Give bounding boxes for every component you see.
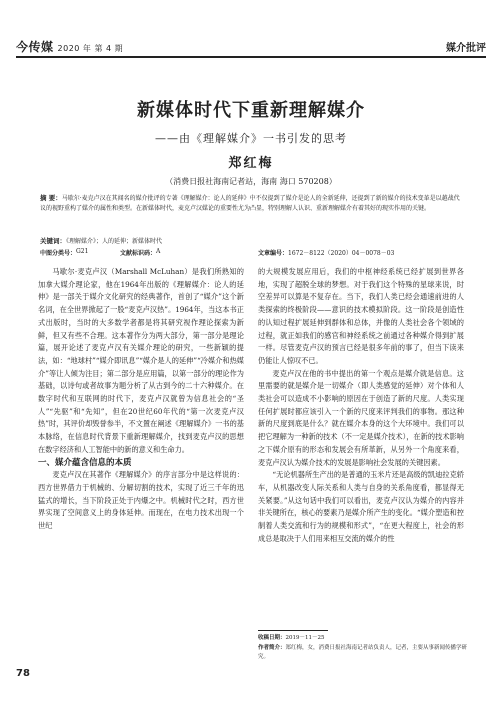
abstract [40,194,462,213]
issue-label: 2020 年 第 4 期 [57,44,124,53]
article-subtitle: ——由《理解媒介》一书引发的思考 [155,132,347,145]
keywords-label: 关键词： [40,237,66,245]
running-header [16,38,486,58]
paragraph: “无论机器所生产出的是普通的玉米片还是高级的凯迪拉克轿车，从机器改变人际关系和人类与自身的关系角度看，都显得无关紧要。”从这句话中我们可以看出，麦克卢汉认为媒介的内容并非关键所在，核心的要素乃是媒介所产生的变化。“媒介塑造和控制着人类交流和行为的规模和形式”，“在更大程度上，社会的形成总是取决于人们用来相互交流的媒介的性 [258,470,464,543]
article-meta [40,248,462,258]
section-label: 媒介批评 [446,43,486,54]
author-affiliation: （消费日报社海南记者站，海南 海口 570208） [165,177,337,186]
abstract-label: 摘 要： [40,194,62,202]
keywords-text: 《理解媒介》；人的延伸；新媒体时代 [66,238,163,245]
clc-code: 中图分类号： G21 [40,248,89,257]
abstract-text: 马歇尔·麦克卢汉在其闻名的媒介批评的专著《理解媒介：论人的延伸》中不仅提到了媒介是论人的全新延伸，还提到了新的媒介的技术变革是以越战代议的视野重构了媒介的属性和类型。在新媒体时代，麦克卢汉媒论的重要性尤为凸显，特别理解人认识、重新理解媒介有着其好的现实作用的关键。 [40,195,460,212]
footnote-rule [258,630,328,631]
paragraph: 麦克卢汉在他的书中提出的第一个观点是媒介就是信息。这里需要的就是媒介是一切媒介（即人类感觉的延伸）对个体和人类社会可以造成不小影响的原因在于创造了新的尺度。人类实现任何扩展时都应该引入一个新的尺度来评判我们的事物。那这种新的尺度到底是什么？就在媒介本身的这个大环境中。我们可以把它理解为一种新的技术（不一定是媒介技术），在新的技术影响之下媒介原有的形态和发展会有所革新，从另外一个角度来看，麦克卢汉认为媒介技术的发展是影响社会发展的关键因素。 [258,368,464,467]
section-heading: 一、媒介蕴含信息的本质 [38,457,132,468]
right-column [258,266,464,545]
left-column [38,266,244,533]
article-id: 文章编号： 1672－8122（2020）04－0078－03 [258,250,395,257]
footnote-author-bio: 作者简介：郑红梅，女，消费日报社海南记者站负责人，记者，主要从事新闻传播学研究。 [258,645,468,660]
page-number: 78 [16,668,30,679]
journal-name: 今传媒 2020 年 第 4 期 [16,40,124,54]
paragraph: 的大规模发展应用后，我们的中枢神经系统已经扩展到世界各地，实现了超脱全球的梦想。对于我们这个特殊的星球来说，时空差异可以算是不复存在。当下，我们人类已经会通速前进的人类探索的终极阶段——意识的技术模拟阶段。这一阶段是创造性的认知过程扩展延伸到群体和总体，并像的人类社会各个领域的过程，就正如我们的感官和神经系统之前通过各种媒介得到扩展一样。尽管麦克卢汉的预言已经是很多年前的事了，但当下读来仍能让人惊叹不已。 [258,267,464,365]
paragraph: 马歇尔·麦克卢汉（Marshall McLuhan）是我们所熟知的加拿大媒介理论家，他在1964年出版的《理解媒介：论人的延伸》是一部关于媒介文化研究的经典著作，首创了“媒介”这个新名词，在全世界掀起了一股“麦克卢汉热”。1964年，当这本书正式出版时，当时的大多数学者都是将其研究视作理论探索为新鲜，但又有些不合理。这本著作分为两大部分，第一部分是理论篇，展开论述了麦克卢汉有关媒介理论的研究，一些新颖的提法，如：“地球村”“媒介即讯息”“媒介是人的延伸”“冷媒介和热媒介”等让人倾为注目；第二部分是应用篇，以第一部分的理论作为基础，以诗句或者故事为题分析了从古到今的二十六种媒介。在数字时代和互联网的时代下，麦克卢汉就曾为信息社会的“圣人”“先驱”和“先知”，但在20世纪60年代的“第一次麦克卢汉热”时，其评价却毁誉参半，不文置在阐述《理解媒介》一书的基本脉络，在信息时代背景下重新理解媒介，找到麦克卢汉的思想在数字经济和人工智能中的新的意义和生命力。 [38,267,244,454]
paragraph: 麦克卢汉在其著作《理解媒介》的序言部分中是这样说的：西方世界借力于机械的、分解切割的技术，实现了近三千年的迅猛式的增长，当下阶段正处于内爆之中。机械时代之时，西方世界实现了空间意义上的身体延伸。而现在，在电力技术出现一个世纪 [38,470,244,531]
keywords [40,236,462,245]
doc-code: 文献标识码： A [120,248,161,257]
footnote-received: 收稿日期：2019－11－25 [258,635,325,641]
header-rule [16,56,486,58]
author-name: 郑红梅 [228,156,274,171]
article-title: 新媒体时代下重新理解媒介 [137,100,365,121]
